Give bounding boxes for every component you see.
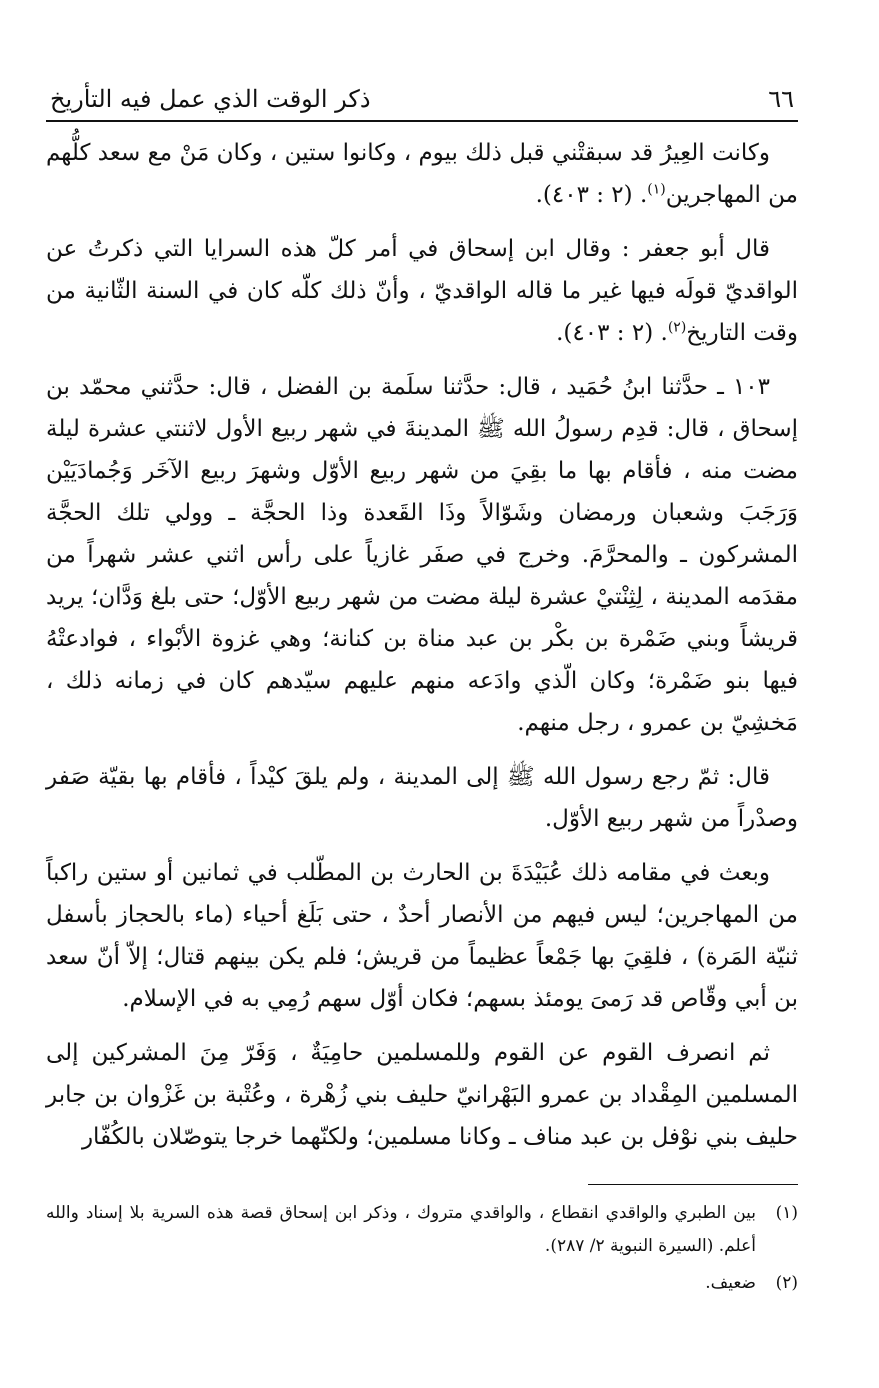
footnote-text: بين الطبري والواقدي انقطاع ، والواقدي متروك ، وذكر ابن إسحاق قصة هذه السرية بلا إسناد والله أعلم. (السيرة النبوية ٢/ ٢٨٧). [46, 1203, 756, 1256]
header-rule [46, 120, 798, 122]
footnote-number: (١) [775, 1203, 798, 1223]
footnote-2 [46, 1267, 798, 1300]
footnote-ref-2: (٢) [667, 319, 687, 336]
paragraph-6: ثم انصرف القوم عن القوم وللمسلمين حامِيَةٌ ، وَفَرّ مِنَ المشركين إلى المسلمين المِقْداد بن عمرو البَهْرانيّ حليف بني زُهْرة ، وعُتْبة بن غَزْوان بن جابر حليف بني نوْفل بن عبد مناف ـ وكانا مسلمين؛ ولكنّهما خرجا يتوصّلان بالكُفّار [46, 1040, 798, 1150]
footnote-1 [46, 1197, 798, 1263]
running-title: ذكر الوقت الذي عمل فيه التأريخ [50, 85, 371, 113]
page-number: ٦٦ [768, 85, 794, 113]
footnote-rule [588, 1184, 798, 1185]
book-page [46, 80, 798, 1370]
paragraph-4: قال: ثمّ رجع رسول الله ﷺ إلى المدينة ، ولم يلقَ كيْداً ، فأقام بها بقيّة صَفر وصدْراً من شهر ربيع الأوّل. [46, 764, 798, 832]
footnotes [46, 1197, 798, 1300]
paragraph-5: وبعث في مقامه ذلك عُبَيْدَةَ بن الحارث بن المطّلب في ثمانين أو ستين راكباً من المهاجرين؛ ليس فيهم من الأنصار أحدٌ ، حتى بَلَغ أحياء (ماء بالحجاز بأسفل ثنيّة المَرة) ، فلقِيَ بها جَمْعاً عظيماً من قريش؛ فلم يكن بينهم قتال؛ إلاّ أنّ سعد بن أبي وقّاص قد رَمىَ يومئذ بسهم؛ فكان أوّل سهم رُمِي به في الإسلام. [46, 860, 798, 1012]
footnote-text: ضعيف. [705, 1273, 756, 1293]
footnote-ref-1: (١) [647, 181, 666, 198]
paragraph-1: وكانت العِيرُ قد سبقتْني قبل ذلك بيوم ، وكانوا ستين ، وكان مَنْ مع سعد كلُّهم من المهاجرين$^{(١)}$. (٢ : ٤٠٣). [46, 140, 798, 208]
main-text [46, 132, 798, 1158]
running-head [46, 80, 798, 116]
footnote-number: (٢) [775, 1273, 798, 1293]
paragraph-2: قال أبو جعفر : وقال ابن إسحاق في أمر كلّ هذه السرايا التي ذكرتُ عن الواقديّ قولَه فيها غير ما قاله الواقديّ ، وأنّ ذلك كلّه كان في السنة الثّانية من وقت التاريخ$^{(٢)}$. (٢ : ٤٠٣). [46, 236, 798, 346]
paragraph-3: ١٠٣ ـ حدَّثنا ابنُ حُمَيد ، قال: حدَّثنا سلَمة بن الفضل ، قال: حدَّثني محمّد بن إسحاق ، قال: قدِم رسولُ الله ﷺ المدينةَ في شهر ربيع الأول لاثنتي عشرة ليلة مضت منه ، فأقام بها ما بقِيَ من شهر ربيع الأوّل وشهرَ ربيع الآخَر وَجُمادَيَيْن وَرَجَبَ وشعبان ورمضان وشَوّالاً وذَا القَعدة وذا الحجَّة ـ وولي تلك الحجَّة المشركون ـ والمحرَّمَ. وخرج في صفَر غازياً على رأس اثني عشر شهراً من مقدَمه المدينة ، لِثِنْتيْ عشرة ليلة مضت من شهر ربيع الأوّل؛ حتى بلغ وَدَّان؛ يريد قريشاً وبني ضَمْرة بن بكْر بن عبد مناة بن كنانة؛ وهي غزوة الأبْواء ، فوادعتْهُ فيها بنو ضَمْرة؛ وكان الّذي وادَعه منهم عليهم سيّدهم كان في زمانه ذلك ، مَخشِيّ بن عمرو ، رجل منهم. [46, 374, 799, 736]
